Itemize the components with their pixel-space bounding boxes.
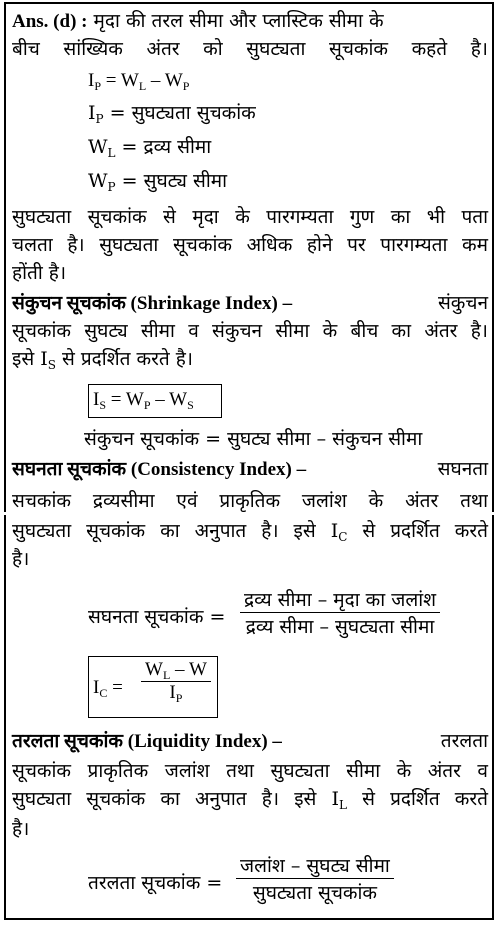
consistency-index-numerator: $W_L$ – W xyxy=(145,659,207,682)
answer-label: Ans. (d) : xyxy=(12,11,88,32)
liquidity-formula-lhs: तरलता सूचकांक = xyxy=(88,872,223,894)
page-seam xyxy=(0,512,498,515)
shrinkage-heading: संकुचन सूचकांक (Shrinkage Index) – xyxy=(12,293,293,314)
consistency-index-formula-box xyxy=(88,656,218,718)
equation-plasticity-index: $I_P = W_L - W_P$ xyxy=(88,70,190,93)
consistency-line-2: सचकांक द्रव्यसीमा एवं प्राकृतिक जलांश के अंतर तथा xyxy=(12,490,488,512)
shrinkage-index-formula-box xyxy=(88,384,222,418)
consistency-heading-line xyxy=(12,456,488,483)
liquidity-fraction-numerator: जलांश – सुघट्य सीमा xyxy=(240,855,390,877)
consistency-index-lhs: $I_C$ = xyxy=(93,677,123,700)
liquidity-fraction-denominator: सुघट्यता सूचकांक xyxy=(252,882,378,904)
shrinkage-word-formula: संकुचन सूचकांक = सुघट्य सीमा – संकुचन सीमा xyxy=(84,428,423,450)
liquidity-heading-tail: तरलता xyxy=(440,730,488,752)
consistency-heading: सघनता सूचकांक (Consistency Index) – xyxy=(12,459,307,480)
consistency-index-fraction xyxy=(141,659,211,704)
definition-ip: $I_P$ = सुघट्यता सुचकांक xyxy=(88,102,256,126)
liquidity-heading-line xyxy=(12,728,488,755)
paragraph-line-1: सुघट्यता सूचकांक से मृदा के पारगम्यता गुण का भी पता xyxy=(12,206,488,228)
consistency-formula-lhs: सघनता सूचकांक = xyxy=(88,606,226,628)
paragraph-line-2: चलता है। सुघट्यता सूचकांक अधिक होने पर पारगम्यता कम xyxy=(12,234,488,256)
paragraph-line-3: होंती है। xyxy=(12,262,67,284)
shrinkage-heading-line xyxy=(12,290,488,317)
definition-wp: $W_P$ = सुघट्य सीमा xyxy=(88,170,228,194)
liquidity-fraction xyxy=(236,852,394,905)
shrinkage-heading-tail: संकुचन xyxy=(437,292,488,314)
answer-line-2: बीच सांख्यिक अंतर को सुघट्यता सूचकांक कहते है। xyxy=(12,38,488,60)
liquidity-line-2: सूचकांक प्राकृतिक जलांश तथा सुघट्यता सीमा के अंतर व xyxy=(12,760,488,782)
shrinkage-line-2: सूचकांक सुघट्य सीमा व संकुचन सीमा के बीच का अंतर है। xyxy=(12,320,488,342)
consistency-fraction-denominator: द्रव्य सीमा – सुघट्यता सीमा xyxy=(245,616,435,638)
consistency-fraction xyxy=(240,586,440,639)
consistency-line-3: सुघट्यता सूचकांक का अनुपात है। इसे $I_C$ से प्रदर्शित करते xyxy=(12,520,488,544)
liquidity-line-4: है। xyxy=(12,818,30,840)
shrinkage-index-formula: $I_S = W_P - W_S$ xyxy=(93,389,194,412)
shrinkage-line-3: इसे $I_S$ से प्रदर्शित करते है। xyxy=(12,348,194,372)
answer-line-1 xyxy=(12,8,488,35)
consistency-line-4: है। xyxy=(12,548,30,570)
consistency-index-denominator: $I_P$ xyxy=(169,682,183,705)
liquidity-heading: तरलता सूचकांक (Liquidity Index) – xyxy=(12,731,282,752)
answer-intro-text: मृदा की तरल सीमा और प्लास्टिक सीमा के xyxy=(93,10,384,32)
consistency-heading-tail: सघनता xyxy=(437,458,488,480)
consistency-fraction-numerator: द्रव्य सीमा – मृदा का जलांश xyxy=(244,589,437,611)
definition-wl: $W_L$ = द्रव्य सीमा xyxy=(88,136,212,160)
liquidity-line-3: सुघट्यता सूचकांक का अनुपात है। इसे $I_L$ से प्रदर्शित करते xyxy=(12,788,488,812)
